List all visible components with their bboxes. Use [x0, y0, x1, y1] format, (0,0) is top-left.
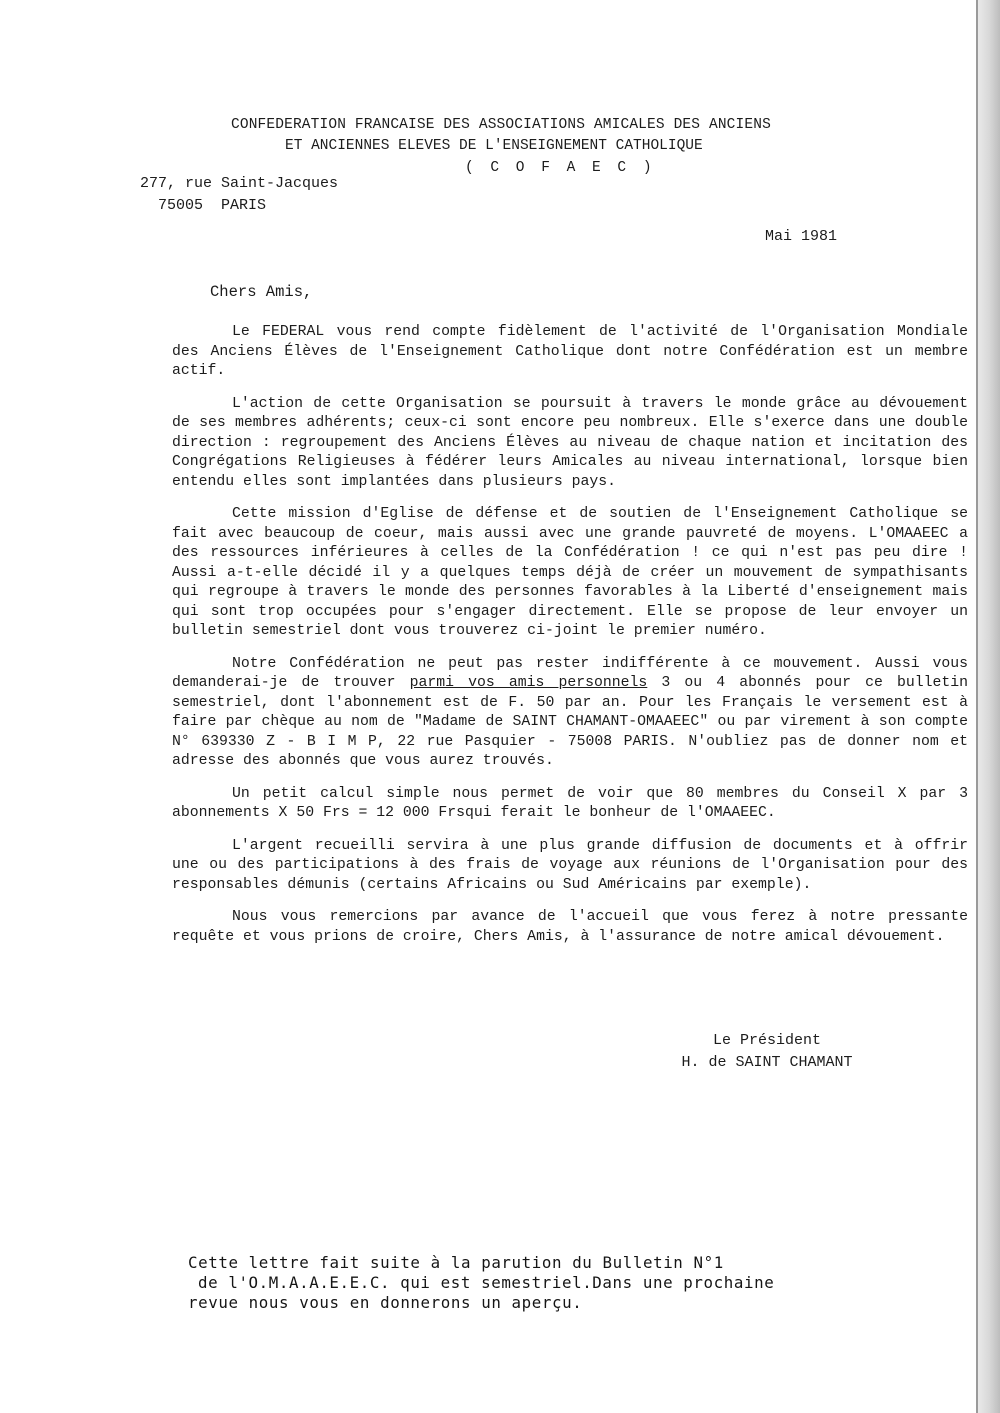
- signature-title: Le Président: [712, 1032, 822, 1049]
- paragraph-2: L'action de cette Organisation se poursuit à travers le monde grâce au dévouement de ses membres adhérents; ceux-ci sont encore peu nombreux. Elle s'exerce dans une double direction : regroupement des Anciens Élèves au niveau de chaque nation et incitation des Congrégations Religieuses à fédérer leurs Amicales au niveau international, lorsque bien entendu elles sont implantées dans plusieurs pays.: [172, 395, 968, 490]
- letterhead-acronym: ( C O F A E C ): [465, 160, 656, 176]
- paragraph-1: Le FEDERAL vous rend compte fidèlement de l'activité de l'Organisation Mondiale des Anciens Élèves de l'Enseignement Catholique dont notre Confédération est un membre actif.: [172, 324, 968, 379]
- paragraph-4-start: Notre Confédération ne peut pas rester indifférente à ce mouvement. Aussi vous demanderai-je de trouver: [172, 655, 968, 691]
- signature-name: H. de SAINT CHAMANT: [681, 1054, 853, 1071]
- address-street: 277, rue Saint-Jacques: [140, 175, 339, 192]
- letter-body: [172, 323, 968, 960]
- sender-address: [140, 173, 338, 217]
- signature-block: [672, 1030, 862, 1074]
- paragraph-4-end: 3 ou 4 abonnés pour ce bulletin semestriel, dont l'abonnement est de F. 50 par an. Pour les Français le versement est à faire par chèque au nom de "Madame de SAINT CHAMANT-OMAAEEC" ou par virement à son compte N° 639330 Z - B I M P, 22 rue Pasquier - 75008 PARIS. N'oubliez pas de donner nom et adresse des abonnés que vous aurez trouvés.: [172, 675, 968, 769]
- paragraph-4: [172, 655, 968, 772]
- footnote-line-2: de l'O.M.A.A.E.E.C. qui est semestriel.Dans une prochaine: [198, 1273, 775, 1292]
- footnote-line-1: Cette lettre fait suite à la parution du Bulletin N°1: [188, 1253, 724, 1272]
- paragraph-5: Un petit calcul simple nous permet de voir que 80 membres du Conseil X par 3 abonnements X 50 Frs = 12 000 Frsqui ferait le bonheur de l'OMAAEEC.: [172, 785, 968, 821]
- paragraph-4-underlined: parmi vos amis personnels: [409, 675, 648, 691]
- letterhead-line-2: ET ANCIENNES ELEVES DE L'ENSEIGNEMENT CATHOLIQUE: [285, 138, 703, 154]
- footnote-line-3: revue nous vous en donnerons un aperçu.: [188, 1293, 583, 1312]
- salutation: Chers Amis,: [210, 283, 313, 301]
- letterhead-line-1: CONFEDERATION FRANCAISE DES ASSOCIATIONS AMICALES DES ANCIENS: [231, 117, 771, 133]
- paragraph-7: Nous vous remercions par avance de l'accueil que vous ferez à notre pressante requête et vous prions de croire, Chers Amis, à l'assurance de notre amical dévouement.: [172, 909, 968, 945]
- letter-date: Mai 1981: [765, 228, 838, 245]
- paragraph-6: L'argent recueilli servira à une plus grande diffusion de documents et à offrir une ou des participations à des frais de voyage aux réunions de l'Organisation pour des responsables démunis (certains Africains ou Sud Américains par exemple).: [172, 837, 968, 893]
- footnote: [188, 1253, 908, 1313]
- paragraph-3: Cette mission d'Eglise de défense et de soutien de l'Enseignement Catholique se fait avec beaucoup de coeur, mais aussi avec une grande pauvreté de moyens. L'OMAAEEC a des ressources inférieures à celles de la Confédération ! ce qui n'est pas peu dire ! Aussi a-t-elle décidé il y a quelques temps déjà de créer un mouvement de sympathisants qui regroupe à travers le monde des personnes favorables à la Liberté d'enseignement mais qui sont trop occupées pour s'engager directement. Elle se propose de leur envoyer un bulletin semestriel dont vous trouverez ci-joint le premier numéro.: [172, 506, 968, 639]
- address-city: 75005 PARIS: [158, 197, 267, 214]
